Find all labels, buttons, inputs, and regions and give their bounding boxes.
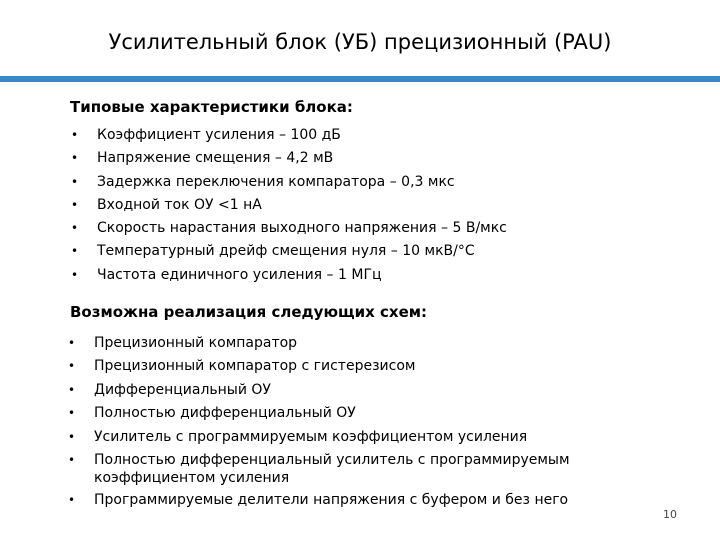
- schemes-list: [68, 334, 614, 514]
- bullet-icon: •: [68, 336, 76, 350]
- bullet-icon: •: [71, 244, 79, 259]
- bullet-icon: •: [68, 359, 76, 374]
- title-divider: [0, 76, 720, 82]
- bullet-icon: •: [68, 492, 76, 507]
- list-item: [68, 334, 614, 357]
- characteristics-heading: Типовые характеристики блока:: [70, 98, 353, 116]
- list-item: [68, 451, 614, 491]
- list-item: [68, 381, 614, 404]
- list-item: [68, 404, 614, 427]
- bullet-icon: •: [71, 128, 79, 142]
- list-item-text: Входной ток ОУ <1 нА: [97, 196, 262, 213]
- bullet-icon: •: [71, 267, 79, 282]
- bullet-icon: •: [68, 452, 76, 467]
- list-item: [71, 173, 507, 196]
- list-item-text: Полностью дифференциальный усилитель с программируемым коэффициентом усиления: [94, 451, 570, 486]
- list-item-text: Скорость нарастания выходного напряжения – 5 В/мкс: [97, 220, 507, 237]
- bullet-icon: •: [68, 406, 76, 421]
- slide-title: Усилительный блок (УБ) прецизионный (PAU): [108, 30, 612, 54]
- list-item-text: Дифференциальный ОУ: [94, 381, 271, 398]
- list-item: [71, 196, 507, 219]
- list-item: [68, 357, 614, 380]
- schemes-heading: Возможна реализация следующих схем:: [70, 303, 428, 321]
- list-item-text: Прецизионный компаратор с гистерезисом: [94, 358, 416, 375]
- list-item-text: Программируемые делители напряжения с буфером и без него: [94, 491, 569, 508]
- page-number: 10: [663, 508, 677, 521]
- list-item-text: Прецизионный компаратор: [94, 335, 298, 351]
- list-item: [71, 219, 507, 242]
- list-item: [71, 126, 507, 149]
- list-item-text: Частота единичного усиления – 1 МГц: [97, 266, 382, 283]
- bullet-icon: •: [68, 429, 76, 444]
- list-item: [71, 149, 507, 172]
- list-item: [71, 242, 507, 265]
- bullet-icon: •: [68, 382, 76, 397]
- bullet-icon: •: [71, 151, 79, 166]
- list-item-text: Коэффициент усиления – 100 дБ: [97, 127, 341, 143]
- list-item-text: Усилитель с программируемым коэффициентом усиления: [94, 428, 528, 445]
- list-item: [71, 266, 507, 289]
- list-item-text: Температурный дрейф смещения нуля – 10 мкВ/°С: [97, 243, 475, 260]
- list-item-text: Задержка переключения компаратора – 0,3 мкс: [97, 173, 455, 190]
- list-item: [68, 491, 614, 514]
- bullet-icon: •: [71, 197, 79, 212]
- bullet-icon: •: [71, 221, 79, 236]
- list-item: [68, 428, 614, 451]
- characteristics-list: [71, 126, 507, 289]
- bullet-icon: •: [71, 174, 79, 189]
- list-item-text: Напряжение смещения – 4,2 мВ: [97, 150, 334, 167]
- list-item-text: Полностью дифференциальный ОУ: [94, 405, 356, 422]
